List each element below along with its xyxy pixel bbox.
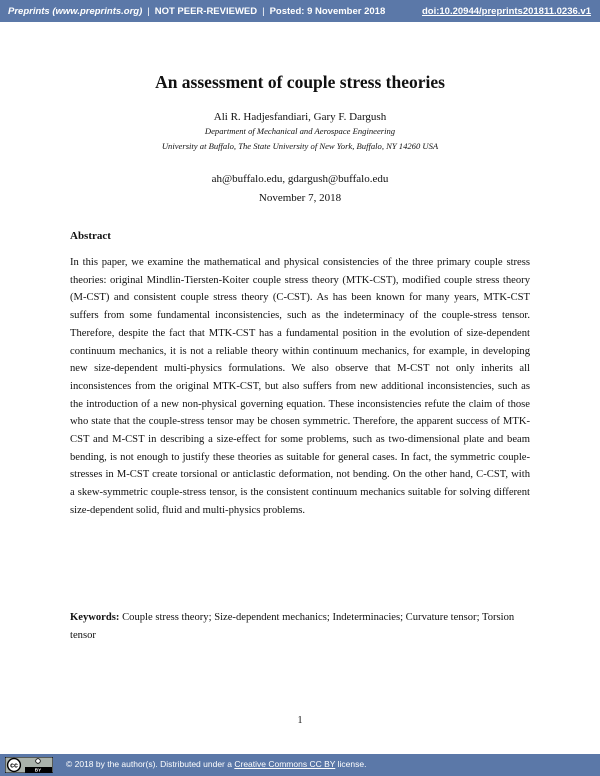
affiliation-department: Department of Mechanical and Aerospace Engineering	[204, 126, 396, 136]
keywords	[70, 609, 530, 644]
cc-badge-text: cc	[10, 762, 18, 770]
keywords-text: Couple stress theory; Size-dependent mechanics; Indeterminacies; Curvature tensor; Torsion tensor	[70, 612, 515, 641]
copyright-text: © 2018 by the author(s). Distributed under a	[66, 759, 232, 769]
license-suffix: license.	[337, 759, 367, 769]
doi-link[interactable]: doi:10.20944/preprints201811.0236.v1	[421, 6, 591, 17]
keywords-label: Keywords:	[70, 612, 120, 623]
paper-title: An assessment of couple stress theories	[155, 72, 445, 92]
banner-info	[8, 6, 385, 17]
posted-date: Posted: 9 November 2018	[269, 6, 386, 17]
banner-separator: |	[262, 6, 265, 17]
paper-authors: Ali R. Hadjesfandiari, Gary F. Dargush	[213, 111, 387, 123]
cc-by-license-icon[interactable]	[5, 757, 53, 773]
banner-separator: |	[147, 6, 150, 17]
affiliation-university: University at Buffalo, The State University of New York, Buffalo, NY 14260 USA	[161, 141, 439, 151]
license-footer	[0, 754, 600, 776]
preprints-link[interactable]: Preprints (www.preprints.org)	[8, 6, 143, 17]
peer-review-status: NOT PEER-REVIEWED	[154, 6, 258, 17]
cc-badge-by: BY	[34, 767, 42, 773]
paper-date: November 7, 2018	[258, 192, 342, 204]
preprint-banner	[0, 0, 600, 22]
abstract-text: In this paper, we examine the mathematical and physical consistencies of the three primary couple stress theories: original Mindlin-Tiersten-Koiter couple stress theory (MTK-CST), modified couple stress theory (M-CST) and consistent couple stress theory (C-CST). As has been known for many years, MTK-CST suffers from some fundamental inconsistencies, such as the indeterminacy of the couple-stress tensor. Therefore, despite the fact that MTK-CST has a fundamental position in the evolution of size-dependent continuum mechanics, it is not a reliable theory within continuum mechanics, for example, in developing new size-dependent multi-physics formulations. We also observe that M-CST not only inherits all inconsistences from the original MTK-CST, but also suffers from new additional inconsistencies, such as the introduction of a new non-physical governing equation. These inconsistencies refute the claim of those who state that the couple-stress tensor may be chosen symmetric. Therefore, the apparent success of MTK-CST and M-CST in describing a size-effect for some problems, such as two-dimensional plate and beam bending, is not enough to justify these theories as suitable for general cases. In fact, the symmetric couple-stresses in M-CST create torsional or anticlastic deformation, not bending. On the other hand, C-CST, with a skew-symmetric couple-stress tensor, is the consistent continuum mechanics suitable for solving different size-dependent solid, fluid and multi-physics problems.	[70, 257, 530, 516]
license-text	[66, 759, 366, 769]
author-emails: ah@buffalo.edu, gdargush@buffalo.edu	[211, 173, 389, 185]
abstract-heading: Abstract	[70, 230, 111, 242]
page-number: 1	[297, 715, 303, 726]
license-link[interactable]: Creative Commons CC BY	[234, 759, 336, 769]
